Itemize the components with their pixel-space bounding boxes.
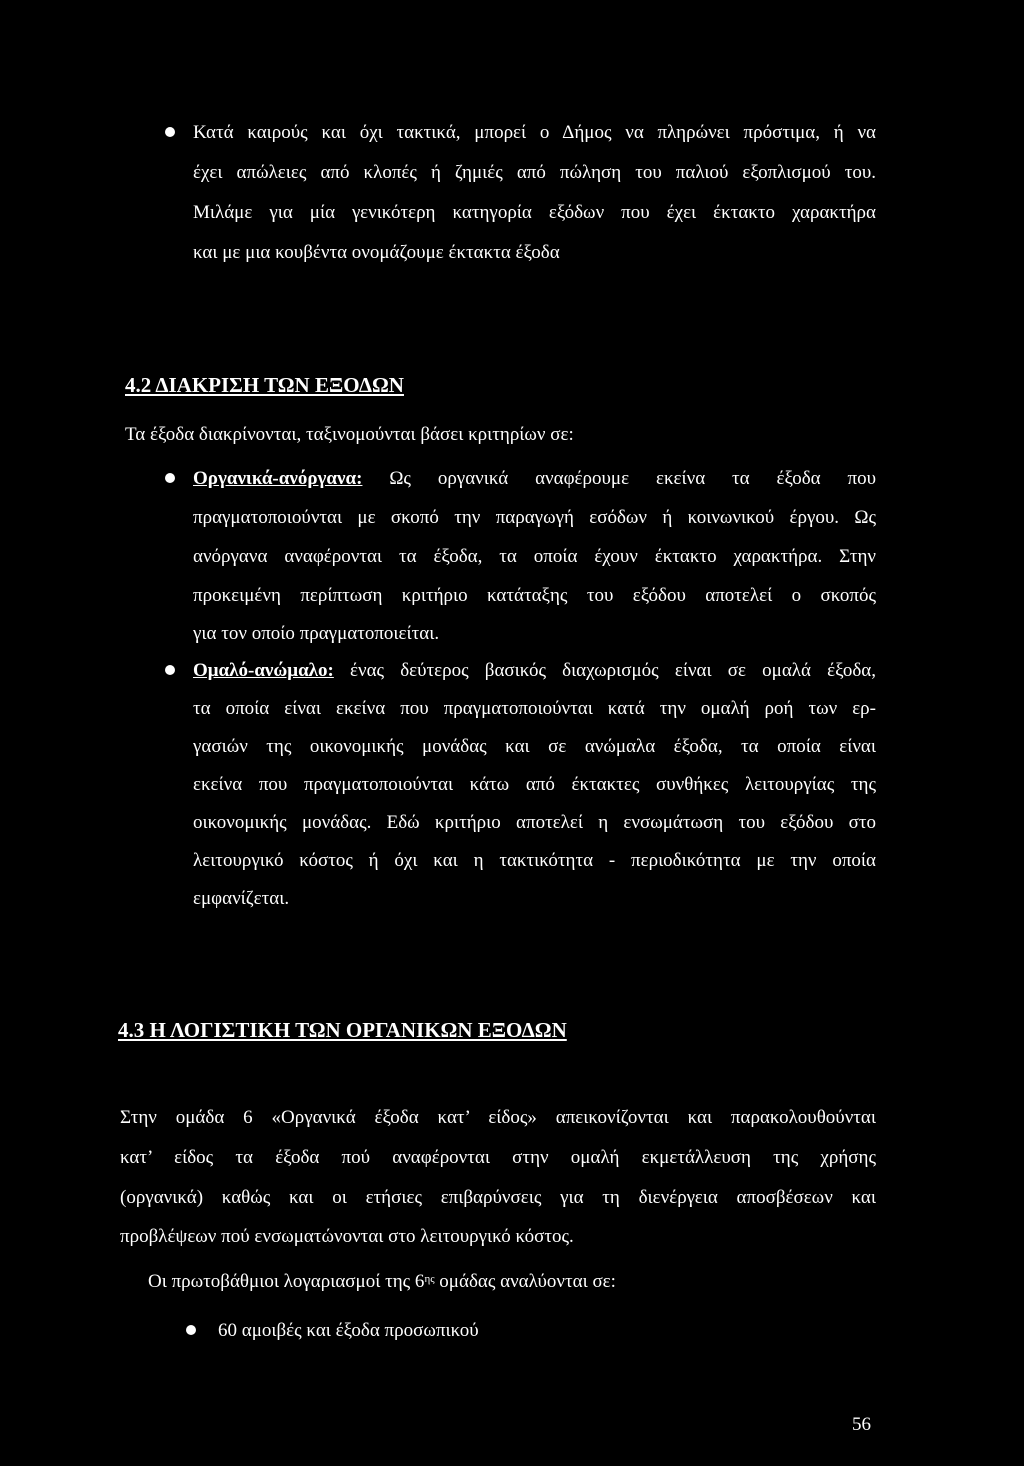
accounts-intro xyxy=(148,1270,616,1294)
item2-line-4: εκείνα που πραγματοποιούνται κάτω από έκτακτες συνθήκες λειτουργίας της xyxy=(193,774,876,795)
block1-line-2: έχει απώλειες από κλοπές ή ζημιές από πώληση του παλιού εξοπλισμού του. xyxy=(193,162,876,183)
bullet-icon xyxy=(186,1325,196,1335)
section-4-3-line-4: προβλέψεων πού ενσωματώνονται στο λειτουργικό κόστος. xyxy=(120,1226,574,1247)
section-4-3-line-1: Στην ομάδα 6 «Οργανικά έξοδα κατ’ είδος» απεικονίζονται και παρακολουθούνται xyxy=(120,1107,876,1128)
accounts-intro-before: Οι πρωτοβάθμιοι λογαριασμοί της 6 xyxy=(148,1271,425,1292)
item2-line-3: γασιών της οικονομικής μονάδας και σε ανώμαλα έξοδα, τα οποία είναι xyxy=(193,736,876,757)
item1-first-line xyxy=(193,467,876,491)
item1-line-2: πραγματοποιούνται με σκοπό την παραγωγή εσόδων ή κοινωνικού έργου. Ως xyxy=(193,507,876,528)
item1-line-3: ανόργανα αναφέρονται τα έξοδα, τα οποία έχουν έκτακτο χαρακτήρα. Στην xyxy=(193,546,876,567)
list-item-60: 60 αμοιβές και έξοδα προσωπικού xyxy=(218,1320,479,1341)
bullet-icon xyxy=(165,665,175,675)
item2-line-2: τα οποία είναι εκείνα που πραγματοποιούνται κατά την ομαλή ροή των ερ- xyxy=(193,698,876,719)
section-4-2-intro: Τα έξοδα διακρίνονται, ταξινομούνται βάσει κριτηρίων σε: xyxy=(125,424,574,445)
section-4-2-heading: 4.2 ΔΙΑΚΡΙΣΗ ΤΩΝ ΕΞΟΔΩΝ xyxy=(125,373,404,397)
item1-term: Οργανικά-ανόργανα: xyxy=(193,468,363,489)
block1-line-4: και με μια κουβέντα ονομάζουμε έκτακτα έξοδα xyxy=(193,242,560,263)
item2-term: Ομαλό-ανώμαλο: xyxy=(193,660,334,681)
item1-line-4: προκειμένη περίπτωση κριτήριο κατάταξης του εξόδου αποτελεί ο σκοπός xyxy=(193,585,876,606)
block1-line-1: Κατά καιρούς και όχι τακτικά, μπορεί ο Δήμος να πληρώνει πρόστιμα, ή να xyxy=(193,122,876,143)
item1-first-text: Ως οργανικά αναφέρουμε εκείνα τα έξοδα που xyxy=(389,468,876,489)
item1-line-5: για τον οποίο πραγματοποιείται. xyxy=(193,623,440,644)
item2-line-5: οικονομικής μονάδας. Εδώ κριτήριο αποτελεί η ενσωμάτωση του εξόδου στο xyxy=(193,812,876,833)
bullet-icon xyxy=(165,127,175,137)
item2-first-line xyxy=(193,659,876,683)
section-4-3-line-3: (οργανικά) καθώς και οι ετήσιες επιβαρύνσεις για τη διενέργεια αποσβέσεων και xyxy=(120,1187,876,1208)
accounts-intro-after: ομάδας αναλύονται σε: xyxy=(434,1271,616,1292)
item2-first-text: ένας δεύτερος βασικός διαχωρισμός είναι σε ομαλά έξοδα, xyxy=(350,660,876,681)
bullet-icon xyxy=(165,473,175,483)
accounts-intro-sup: ης xyxy=(424,1273,435,1285)
item2-line-6: λειτουργικό κόστος ή όχι και η τακτικότητα - περιοδικότητα με την οποία xyxy=(193,850,876,871)
block1-line-3: Μιλάμε για μία γενικότερη κατηγορία εξόδων που έχει έκτακτο χαρακτήρα xyxy=(193,202,876,223)
page-number: 56 xyxy=(852,1414,871,1435)
item2-line-7: εμφανίζεται. xyxy=(193,888,290,909)
section-4-3-line-2: κατ’ είδος τα έξοδα πού αναφέρονται στην ομαλή εκμετάλλευση της χρήσης xyxy=(120,1147,876,1168)
section-4-3-heading: 4.3 Η ΛΟΓΙΣΤΙΚΗ ΤΩΝ ΟΡΓΑΝΙΚΩΝ ΕΞΟΔΩΝ xyxy=(118,1018,567,1042)
